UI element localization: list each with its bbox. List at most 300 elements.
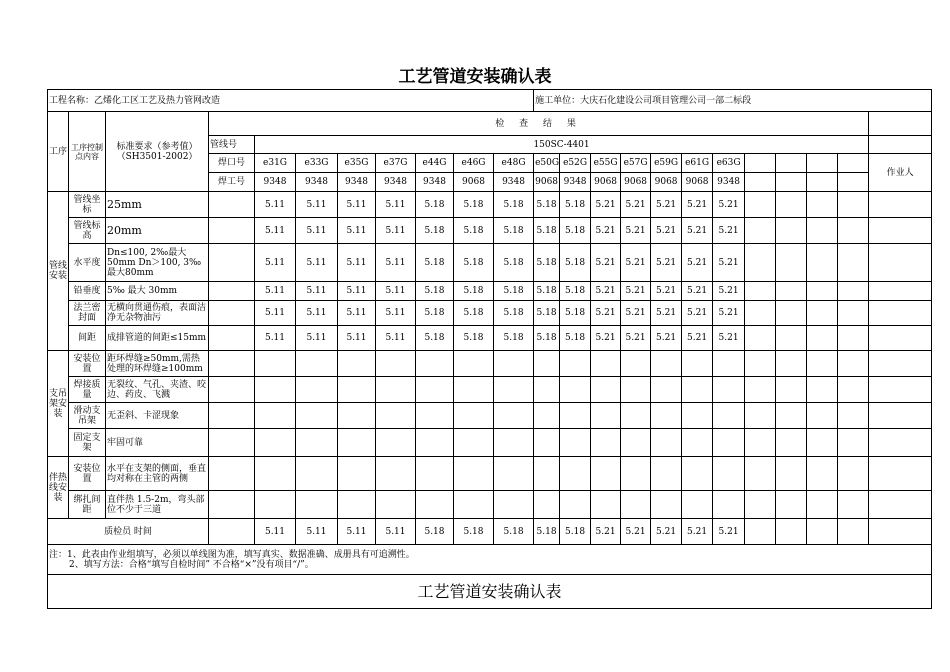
blank-cell bbox=[776, 218, 807, 244]
check-date: 5.18 bbox=[454, 301, 494, 326]
check-cell bbox=[376, 457, 416, 491]
welder-number: 9068 bbox=[682, 173, 713, 192]
process-header: 工序 bbox=[48, 112, 69, 192]
check-cell bbox=[296, 457, 338, 491]
check-cell bbox=[621, 351, 651, 377]
check-date: 5.18 bbox=[534, 326, 560, 351]
welder-number: 9348 bbox=[416, 173, 454, 192]
check-date: 5.21 bbox=[591, 282, 621, 301]
check-cell bbox=[713, 351, 745, 377]
check-date: 5.21 bbox=[651, 301, 682, 326]
notes-row bbox=[48, 545, 932, 575]
check-date: 5.21 bbox=[682, 519, 713, 545]
welder-number: 9068 bbox=[454, 173, 494, 192]
check-date: 5.21 bbox=[591, 301, 621, 326]
blank-cell bbox=[869, 301, 932, 326]
check-date: 5.11 bbox=[338, 282, 376, 301]
check-cell bbox=[255, 377, 296, 403]
check-cell bbox=[682, 351, 713, 377]
blank-cell bbox=[807, 377, 838, 403]
item-label: 间距 bbox=[69, 326, 106, 351]
check-cell bbox=[713, 429, 745, 457]
contractor-name: 施工单位：大庆石化建设公司项目管理公司一部二标段 bbox=[534, 90, 932, 112]
footer-title: 工艺管道安装确认表 bbox=[48, 575, 932, 609]
check-date: 5.18 bbox=[416, 244, 454, 282]
check-cell bbox=[651, 403, 682, 429]
item-label: 铅垂度 bbox=[69, 282, 106, 301]
check-date: 5.21 bbox=[651, 519, 682, 545]
blank-cell bbox=[745, 457, 776, 491]
weld-number: e59G bbox=[651, 154, 682, 173]
check-cell bbox=[560, 351, 591, 377]
check-cell bbox=[454, 403, 494, 429]
check-date: 5.21 bbox=[713, 326, 745, 351]
blank-cell bbox=[776, 519, 807, 545]
check-date: 5.11 bbox=[338, 301, 376, 326]
table-row bbox=[48, 457, 932, 491]
check-cell bbox=[494, 403, 534, 429]
check-cell bbox=[591, 429, 621, 457]
check-cell bbox=[560, 403, 591, 429]
item-label: 固定支架 bbox=[69, 429, 106, 457]
blank-cell bbox=[869, 351, 932, 377]
blank-cell bbox=[745, 326, 776, 351]
check-date: 5.21 bbox=[651, 244, 682, 282]
check-date: 5.18 bbox=[494, 519, 534, 545]
check-date: 5.11 bbox=[255, 218, 296, 244]
check-date: 5.21 bbox=[713, 519, 745, 545]
check-date: 5.18 bbox=[454, 282, 494, 301]
blank-cell bbox=[869, 429, 932, 457]
check-cell bbox=[591, 351, 621, 377]
weld-number: e50G bbox=[534, 154, 560, 173]
table-row bbox=[48, 218, 932, 244]
item-label: 安装位置 bbox=[69, 457, 106, 491]
blank-cell bbox=[807, 351, 838, 377]
item-label: 管线坐标 bbox=[69, 192, 106, 218]
blank-cell bbox=[838, 491, 869, 519]
check-cell bbox=[494, 351, 534, 377]
blank-cell bbox=[776, 429, 807, 457]
blank-cell bbox=[807, 429, 838, 457]
weld-number: e31G bbox=[255, 154, 296, 173]
group-support: 支吊架安装 bbox=[48, 351, 69, 457]
weld-number: e57G bbox=[621, 154, 651, 173]
check-cell bbox=[651, 429, 682, 457]
blank-cell bbox=[745, 351, 776, 377]
blank-cell bbox=[838, 519, 869, 545]
blank-cell bbox=[745, 403, 776, 429]
check-date: 5.18 bbox=[534, 301, 560, 326]
check-date: 5.21 bbox=[591, 218, 621, 244]
check-cell bbox=[494, 377, 534, 403]
item-label: 法兰密封面 bbox=[69, 301, 106, 326]
check-cell bbox=[255, 429, 296, 457]
info-row bbox=[48, 90, 932, 112]
weld-number: e37G bbox=[376, 154, 416, 173]
blank-cell bbox=[745, 301, 776, 326]
check-date: 5.11 bbox=[255, 192, 296, 218]
table-row bbox=[48, 491, 932, 519]
weld-number: e55G bbox=[591, 154, 621, 173]
weld-number: e61G bbox=[682, 154, 713, 173]
check-cell bbox=[621, 377, 651, 403]
check-date: 5.11 bbox=[376, 282, 416, 301]
blank-cell bbox=[838, 457, 869, 491]
blank-cell bbox=[838, 218, 869, 244]
check-date: 5.11 bbox=[338, 192, 376, 218]
check-date: 5.18 bbox=[494, 218, 534, 244]
blank-cell bbox=[869, 244, 932, 282]
standard-text: 无歪斜、卡涩现象 bbox=[106, 403, 209, 429]
blank-cell bbox=[838, 192, 869, 218]
check-date: 5.18 bbox=[494, 192, 534, 218]
blank-cell bbox=[807, 403, 838, 429]
check-cell bbox=[621, 457, 651, 491]
check-date: 5.18 bbox=[560, 218, 591, 244]
check-date: 5.21 bbox=[621, 218, 651, 244]
check-date: 5.21 bbox=[682, 326, 713, 351]
check-date: 5.18 bbox=[560, 192, 591, 218]
check-date: 5.11 bbox=[255, 519, 296, 545]
check-date: 5.11 bbox=[338, 519, 376, 545]
blank-cell bbox=[776, 351, 807, 377]
check-date: 5.11 bbox=[296, 301, 338, 326]
standard-text: 距环焊缝≥50mm,需热处理的环焊缝≥100mm bbox=[106, 351, 209, 377]
check-date: 5.18 bbox=[534, 244, 560, 282]
check-cell bbox=[255, 457, 296, 491]
blank-cell bbox=[745, 429, 776, 457]
check-date: 5.18 bbox=[454, 326, 494, 351]
blank-cell bbox=[869, 377, 932, 403]
control-point-header: 工序控制点内容 bbox=[69, 112, 106, 192]
check-date: 5.21 bbox=[713, 282, 745, 301]
check-date: 5.21 bbox=[591, 192, 621, 218]
check-date: 5.18 bbox=[494, 244, 534, 282]
blank-cell bbox=[776, 192, 807, 218]
check-cell bbox=[682, 403, 713, 429]
table-row bbox=[48, 377, 932, 403]
check-cell bbox=[591, 403, 621, 429]
check-cell bbox=[651, 351, 682, 377]
check-date: 5.21 bbox=[713, 192, 745, 218]
check-cell bbox=[591, 457, 621, 491]
check-date: 5.21 bbox=[591, 519, 621, 545]
welder-number: 9348 bbox=[494, 173, 534, 192]
check-date: 5.21 bbox=[682, 282, 713, 301]
check-date: 5.11 bbox=[376, 244, 416, 282]
check-date: 5.11 bbox=[255, 282, 296, 301]
note-2: 2、填写方法：合格“填写自检时间” 不合格“×”没有项目“/”。 bbox=[69, 559, 314, 570]
check-cell bbox=[534, 351, 560, 377]
check-cell bbox=[494, 491, 534, 519]
table-row bbox=[48, 429, 932, 457]
blank-cell bbox=[807, 326, 838, 351]
blank-cell bbox=[838, 244, 869, 282]
blank-cell bbox=[807, 491, 838, 519]
welder-number: 9348 bbox=[255, 173, 296, 192]
check-date: 5.18 bbox=[560, 244, 591, 282]
check-date: 5.21 bbox=[682, 244, 713, 282]
check-date: 5.21 bbox=[651, 326, 682, 351]
check-date: 5.18 bbox=[560, 519, 591, 545]
welder-number: 9348 bbox=[560, 173, 591, 192]
check-cell bbox=[591, 491, 621, 519]
check-date: 5.21 bbox=[651, 282, 682, 301]
check-cell bbox=[338, 429, 376, 457]
blank-cell bbox=[869, 519, 932, 545]
check-cell bbox=[713, 403, 745, 429]
check-date: 5.11 bbox=[338, 218, 376, 244]
table-row bbox=[48, 244, 932, 282]
check-date: 5.11 bbox=[376, 218, 416, 244]
check-cell bbox=[651, 457, 682, 491]
check-date: 5.11 bbox=[376, 192, 416, 218]
check-date: 5.18 bbox=[416, 519, 454, 545]
table-row bbox=[48, 301, 932, 326]
item-label: 安装位置 bbox=[69, 351, 106, 377]
blank-cell bbox=[776, 457, 807, 491]
inspector-row bbox=[48, 519, 932, 545]
blank-cell bbox=[807, 244, 838, 282]
check-cell bbox=[376, 377, 416, 403]
check-date: 5.11 bbox=[296, 519, 338, 545]
check-date: 5.21 bbox=[591, 326, 621, 351]
check-cell bbox=[454, 457, 494, 491]
check-date: 5.21 bbox=[713, 218, 745, 244]
check-cell bbox=[416, 351, 454, 377]
check-cell bbox=[560, 457, 591, 491]
welder-number: 9348 bbox=[713, 173, 745, 192]
check-date: 5.21 bbox=[621, 326, 651, 351]
blank-cell bbox=[869, 192, 932, 218]
check-date: 5.18 bbox=[416, 192, 454, 218]
welder-number: 9068 bbox=[534, 173, 560, 192]
weld-number: e46G bbox=[454, 154, 494, 173]
check-date: 5.21 bbox=[651, 218, 682, 244]
blank-cell bbox=[807, 192, 838, 218]
check-cell bbox=[560, 429, 591, 457]
check-cell bbox=[376, 429, 416, 457]
check-date: 5.11 bbox=[376, 326, 416, 351]
blank-cell bbox=[807, 282, 838, 301]
blank-cell bbox=[869, 326, 932, 351]
blank-cell bbox=[745, 192, 776, 218]
check-cell bbox=[454, 429, 494, 457]
check-date: 5.18 bbox=[534, 218, 560, 244]
check-cell bbox=[713, 457, 745, 491]
blank-cell bbox=[776, 326, 807, 351]
check-date: 5.18 bbox=[534, 282, 560, 301]
pipe-number: 150SC-4401 bbox=[255, 136, 869, 154]
table-row bbox=[48, 282, 932, 301]
check-cell bbox=[454, 491, 494, 519]
check-cell bbox=[255, 403, 296, 429]
check-date: 5.21 bbox=[682, 192, 713, 218]
check-date: 5.11 bbox=[296, 244, 338, 282]
standard-text: 25mm bbox=[106, 192, 209, 218]
standard-text: 成排管道的间距≤15mm bbox=[106, 326, 209, 351]
blank-cell bbox=[745, 519, 776, 545]
check-cell bbox=[376, 351, 416, 377]
check-cell bbox=[416, 377, 454, 403]
check-cell bbox=[560, 491, 591, 519]
blank-cell bbox=[807, 301, 838, 326]
check-cell bbox=[713, 491, 745, 519]
welder-number: 9068 bbox=[591, 173, 621, 192]
blank-cell bbox=[745, 244, 776, 282]
blank-cell bbox=[776, 491, 807, 519]
welder-number: 9068 bbox=[621, 173, 651, 192]
blank-cell bbox=[838, 301, 869, 326]
check-date: 5.18 bbox=[454, 519, 494, 545]
welder-number: 9348 bbox=[296, 173, 338, 192]
check-cell bbox=[296, 403, 338, 429]
blank-cell bbox=[869, 218, 932, 244]
check-date: 5.11 bbox=[255, 301, 296, 326]
weld-number: e35G bbox=[338, 154, 376, 173]
group-pipe: 管线安装 bbox=[48, 192, 69, 351]
standard-text: 20mm bbox=[106, 218, 209, 244]
weld-number: e63G bbox=[713, 154, 745, 173]
check-date: 5.18 bbox=[534, 192, 560, 218]
check-cell bbox=[591, 377, 621, 403]
check-date: 5.21 bbox=[621, 282, 651, 301]
blank-cell bbox=[838, 377, 869, 403]
page-title: 工艺管道安装确认表 bbox=[398, 67, 552, 87]
check-cell bbox=[416, 403, 454, 429]
check-date: 5.21 bbox=[621, 519, 651, 545]
standard-text: Dn≤100, 2‰最大50mm Dn＞100, 3‰最大80mm bbox=[106, 244, 209, 282]
check-date: 5.11 bbox=[376, 519, 416, 545]
check-cell bbox=[296, 377, 338, 403]
check-cell bbox=[255, 351, 296, 377]
blank-cell bbox=[807, 519, 838, 545]
check-cell bbox=[534, 457, 560, 491]
check-date: 5.18 bbox=[494, 282, 534, 301]
check-cell bbox=[296, 491, 338, 519]
blank-cell bbox=[807, 218, 838, 244]
welder-number: 9068 bbox=[651, 173, 682, 192]
group-tracing: 伴热线安装 bbox=[48, 457, 69, 519]
check-cell bbox=[651, 491, 682, 519]
check-cell bbox=[682, 377, 713, 403]
blank-cell bbox=[745, 377, 776, 403]
standard-header: 标准要求（参考值）（SH3501-2002） bbox=[106, 112, 209, 192]
weld-number: e48G bbox=[494, 154, 534, 173]
blank-cell bbox=[838, 351, 869, 377]
check-cell bbox=[682, 457, 713, 491]
check-cell bbox=[534, 429, 560, 457]
blank-cell bbox=[807, 457, 838, 491]
blank-cell bbox=[838, 282, 869, 301]
check-date: 5.21 bbox=[713, 244, 745, 282]
check-date: 5.18 bbox=[416, 282, 454, 301]
check-date: 5.18 bbox=[454, 192, 494, 218]
item-label: 绑扎间距 bbox=[69, 491, 106, 519]
check-cell bbox=[338, 457, 376, 491]
weld-number-label: 焊口号 bbox=[209, 154, 255, 173]
check-date: 5.18 bbox=[560, 282, 591, 301]
check-cell bbox=[338, 377, 376, 403]
check-cell bbox=[338, 351, 376, 377]
weld-number: e52G bbox=[560, 154, 591, 173]
confirmation-table bbox=[47, 89, 932, 609]
standard-text: 5‰ 最大 30mm bbox=[106, 282, 209, 301]
project-name: 工程名称：乙烯化工区工艺及热力管网改造 bbox=[48, 90, 534, 112]
blank-cell bbox=[776, 403, 807, 429]
blank-cell bbox=[776, 301, 807, 326]
item-label: 焊接质量 bbox=[69, 377, 106, 403]
standard-text: 直伴热 1.5-2m，弯头部位不少于三道 bbox=[106, 491, 209, 519]
table-row bbox=[48, 326, 932, 351]
check-date: 5.18 bbox=[454, 218, 494, 244]
check-cell bbox=[296, 351, 338, 377]
item-label: 滑动支吊架 bbox=[69, 403, 106, 429]
welder-number: 9348 bbox=[338, 173, 376, 192]
check-date: 5.21 bbox=[682, 218, 713, 244]
check-date: 5.21 bbox=[713, 301, 745, 326]
check-date: 5.21 bbox=[621, 192, 651, 218]
check-date: 5.21 bbox=[591, 244, 621, 282]
check-date: 5.18 bbox=[560, 326, 591, 351]
inspector-label: 质检员 时间 bbox=[48, 519, 209, 545]
blank-cell bbox=[869, 491, 932, 519]
standard-text: 牢固可靠 bbox=[106, 429, 209, 457]
check-date: 5.21 bbox=[621, 244, 651, 282]
check-date: 5.11 bbox=[296, 192, 338, 218]
standard-text: 水平在支架的侧面，垂直均对称在主管的两侧 bbox=[106, 457, 209, 491]
check-date: 5.11 bbox=[296, 326, 338, 351]
check-cell bbox=[376, 403, 416, 429]
blank-cell bbox=[745, 282, 776, 301]
check-cell bbox=[682, 429, 713, 457]
check-cell bbox=[560, 377, 591, 403]
blank-cell bbox=[869, 282, 932, 301]
check-date: 5.11 bbox=[338, 326, 376, 351]
check-date: 5.11 bbox=[255, 244, 296, 282]
blank-cell bbox=[838, 403, 869, 429]
check-date: 5.18 bbox=[416, 301, 454, 326]
check-cell bbox=[621, 403, 651, 429]
check-cell bbox=[651, 377, 682, 403]
blank-cell bbox=[869, 403, 932, 429]
check-cell bbox=[534, 377, 560, 403]
welder-number: 9348 bbox=[376, 173, 416, 192]
blank-cell bbox=[869, 457, 932, 491]
table-row bbox=[48, 192, 932, 218]
check-date: 5.11 bbox=[296, 282, 338, 301]
check-date: 5.18 bbox=[494, 326, 534, 351]
note-1: 注：1、此表由作业组填写，必须以单线图为准，填写真实、数据准确、成册具有可追溯性。 bbox=[49, 549, 415, 560]
standard-text: 无横向贯通伤痕，表面洁净无杂物油污 bbox=[106, 301, 209, 326]
blank-cell bbox=[776, 244, 807, 282]
check-cell bbox=[454, 351, 494, 377]
check-date: 5.18 bbox=[560, 301, 591, 326]
check-cell bbox=[296, 429, 338, 457]
check-result-header: 检 查 结 果 bbox=[209, 112, 869, 136]
weld-number: e33G bbox=[296, 154, 338, 173]
weld-number: e44G bbox=[416, 154, 454, 173]
check-cell bbox=[534, 491, 560, 519]
check-cell bbox=[416, 491, 454, 519]
check-cell bbox=[338, 403, 376, 429]
check-cell bbox=[621, 429, 651, 457]
check-cell bbox=[376, 491, 416, 519]
check-cell bbox=[713, 377, 745, 403]
blank-cell bbox=[776, 377, 807, 403]
check-cell bbox=[494, 429, 534, 457]
